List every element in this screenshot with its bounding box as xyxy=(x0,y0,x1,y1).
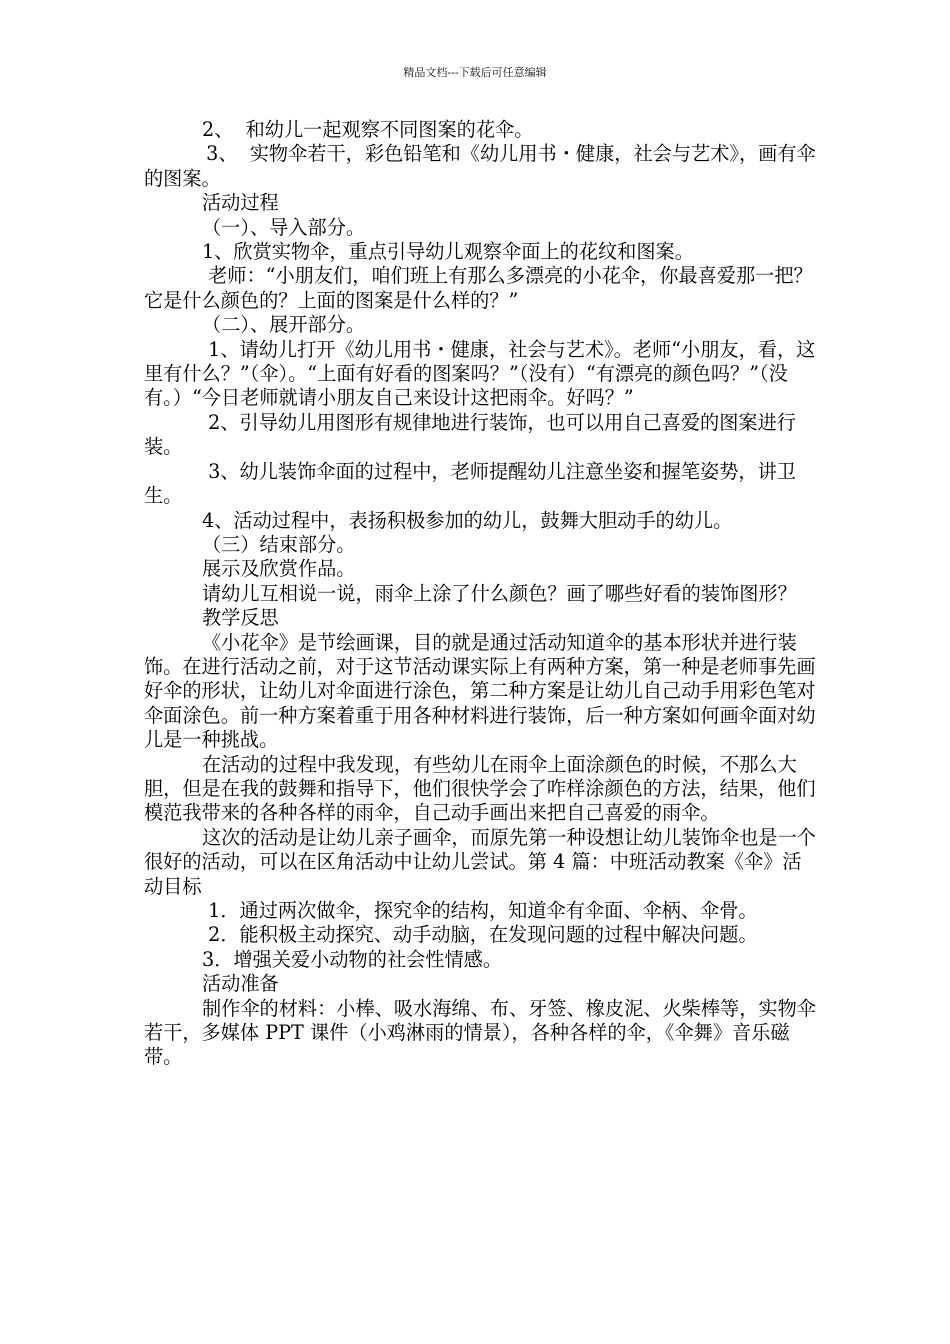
section-heading: （二）、展开部分。 xyxy=(202,313,366,337)
paragraph: 制作伞的材料：小棒、吸水海绵、布、牙签、橡皮泥、火柴棒等，实物伞若干，多媒体 PPT 课件（小鸡淋雨的情景），各种各样的伞，《伞舞》音乐磁带。 xyxy=(144,996,816,1069)
paragraph: 2、 和幼儿一起观察不同图案的花伞。 xyxy=(202,118,534,141)
paragraph: 1、请幼儿打开《幼儿用书・健康，社会与艺术》。老师“小朋友，看，这里有什么？”（伞）。“上面有好看的图案吗？”（没有）“有漂亮的颜色吗？”（没有。）“今日老师就请小朋友自己来设计这把雨伞。好吗？” xyxy=(144,337,816,410)
paragraph: 《小花伞》是节绘画课，目的就是通过活动知道伞的基本形状并进行装饰。在进行活动之前，对于这节活动课实际上有两种方案，第一种是老师事先画好伞的形状，让幼儿对伞面进行涂色，第二种方案是让幼儿自己动手用彩色笔对伞面涂色。前一种方案着重于用各种材料进行装饰，后一种方案如何画伞面对幼儿是一种挑战。 xyxy=(144,630,816,752)
paragraph: 在活动的过程中我发现，有些幼儿在雨伞上面涂颜色的时候，不那么大胆，但是在我的鼓舞和指导下，他们很快学会了咋样涂颜色的方法，结果，他们模范我带来的各种各样的雨伞，自己动手画出来把自己喜爱的雨伞。 xyxy=(144,752,816,825)
paragraph: 4、活动过程中，表扬积极参加的幼儿，鼓舞大胆动手的幼儿。 xyxy=(202,508,733,532)
paragraph: 请幼儿互相说一说，雨伞上涂了什么颜色？画了哪些好看的装饰图形？ xyxy=(202,581,797,605)
paragraph: 老师：“小朋友们，咱们班上有那么多漂亮的小花伞，你最喜爱那一把？它是什么颜色的？上面的图案是什么样的？” xyxy=(144,264,813,312)
page-header: 精品文档---下载后可任意编辑 xyxy=(403,66,547,79)
document-body xyxy=(144,118,816,1070)
section-heading: （三）结束部分。 xyxy=(202,532,356,556)
paragraph: 2．能积极主动探究、动手动脑，在发现问题的过程中解决问题。 xyxy=(202,923,758,947)
paragraph: 1、欣赏实物伞，重点引导幼儿观察伞面上的花纹和图案。 xyxy=(202,240,694,264)
paragraph: 3、 实物伞若干，彩色铅笔和《幼儿用书・健康，社会与艺术》，画有伞的图案。 xyxy=(144,142,816,190)
section-heading: 活动准备 xyxy=(202,972,279,996)
paragraph: 3．增强关爱小动物的社会性情感。 xyxy=(202,947,503,971)
paragraph: 这次的活动是让幼儿亲子画伞，而原先第一种设想让幼儿装饰伞也是一个很好的活动，可以在区角活动中让幼儿尝试。第 4 篇：中班活动教案《伞》活动目标 xyxy=(144,825,816,898)
section-heading: （一）、导入部分。 xyxy=(202,215,366,239)
paragraph: 1．通过两次做伞，探究伞的结构，知道伞有伞面、伞柄、伞骨。 xyxy=(202,899,758,922)
section-heading: 活动过程 xyxy=(202,191,279,215)
section-heading: 教学反思 xyxy=(202,606,279,630)
paragraph: 2、引导幼儿用图形有规律地进行装饰，也可以用自己喜爱的图案进行装。 xyxy=(144,410,796,459)
paragraph: 3、幼儿装饰伞面的过程中，老师提醒幼儿注意坐姿和握笔姿势，讲卫生。 xyxy=(144,459,796,508)
paragraph: 展示及欣赏作品。 xyxy=(202,557,356,581)
